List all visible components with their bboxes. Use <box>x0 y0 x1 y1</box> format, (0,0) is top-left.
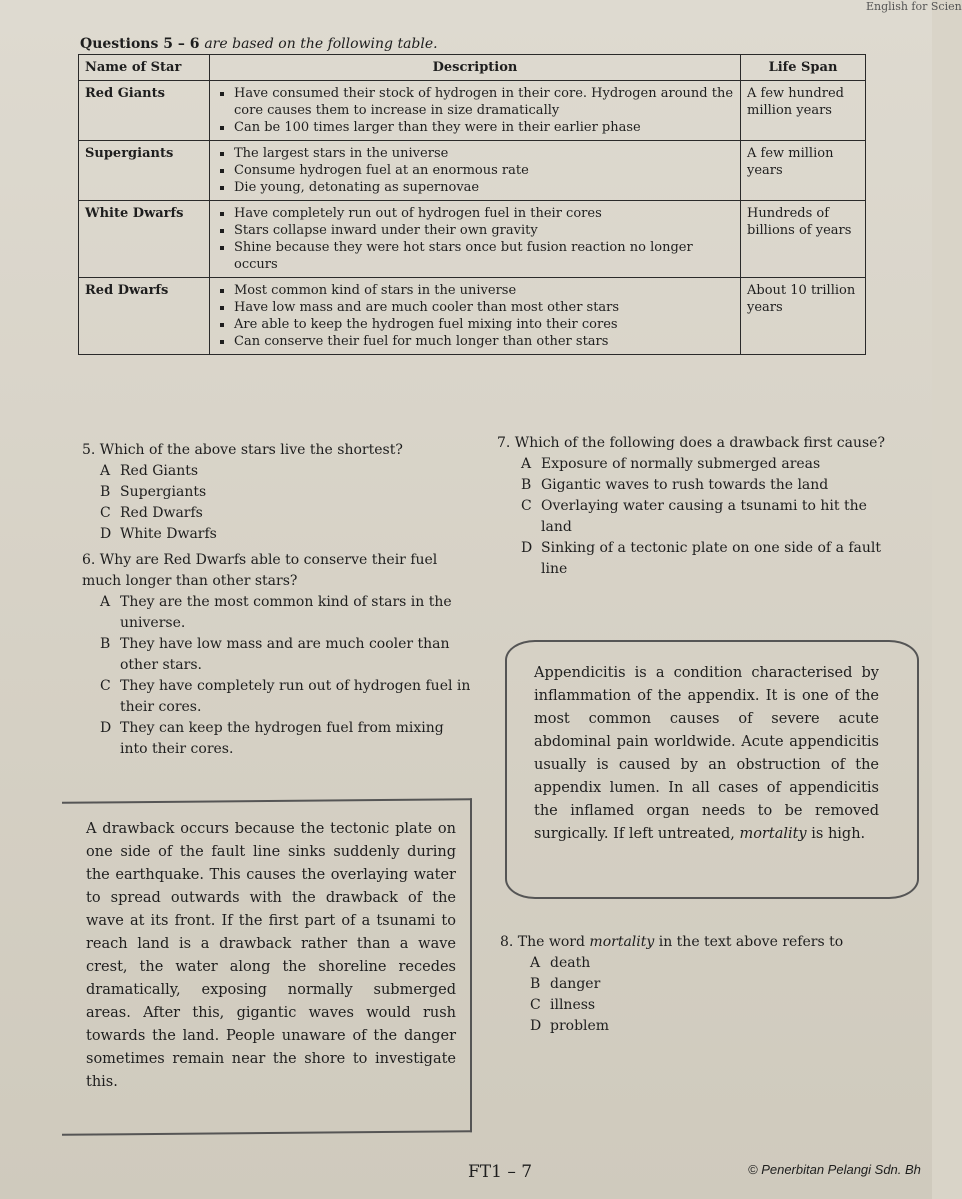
answer-option[interactable] <box>82 676 472 718</box>
star-description <box>210 141 741 201</box>
table-row <box>79 81 866 141</box>
option-text: Red Giants <box>120 463 199 479</box>
description-point: ▪ Stars collapse inward under their own gravity <box>234 222 734 239</box>
star-description <box>210 201 741 278</box>
star-description <box>210 81 741 141</box>
question-8 <box>500 932 920 1037</box>
option-text: They are the most common kind of stars in the universe. <box>120 594 452 631</box>
description-point: ▪ Can conserve their fuel for much longer than other stars <box>234 333 734 350</box>
star-lifespan: A few million years <box>741 141 866 201</box>
answer-option[interactable] <box>497 496 897 538</box>
option-text: They can keep the hydrogen fuel from mixing into their cores. <box>120 720 444 757</box>
option-text: Exposure of normally submerged areas <box>541 456 821 472</box>
question-6 <box>82 550 472 760</box>
answer-option[interactable] <box>497 475 897 496</box>
tsunami-passage: A drawback occurs because the tectonic plate on one side of the fault line sinks suddenly during the earthquake. This causes the overlaying water to spread outwards with the drawback of the wave at its front. If the first part of a tsunami to reach land is a drawback rather than a wave crest, the water along the shoreline recedes dramatically, exposing normally submerged areas. After this, gigantic waves would rush towards the land. People unaware of the danger sometimes remain near the shore to investigate this. <box>86 821 456 1090</box>
star-name: White Dwarfs <box>79 201 210 278</box>
answer-option[interactable] <box>500 995 920 1016</box>
option-text: danger <box>550 976 601 992</box>
option-letter: D <box>521 540 533 556</box>
option-letter: B <box>100 484 111 500</box>
copyright-notice: © Penerbitan Pelangi Sdn. Bh <box>748 1162 921 1177</box>
option-letter: A <box>530 955 541 971</box>
header-name: Name of Star <box>79 55 210 81</box>
answer-option[interactable] <box>500 974 920 995</box>
option-letter: C <box>521 498 532 514</box>
table-header-row <box>79 55 866 81</box>
description-point: ▪ Have completely run out of hydrogen fuel in their cores <box>234 205 734 222</box>
option-letter: B <box>530 976 541 992</box>
option-text: They have low mass and are much cooler than other stars. <box>120 636 450 673</box>
answer-option[interactable] <box>82 718 472 760</box>
option-text: They have completely run out of hydrogen fuel in their cores. <box>120 678 471 715</box>
question-stem: 7. Which of the following does a drawback first cause? <box>497 435 885 451</box>
star-lifespan: About 10 trillion years <box>741 278 866 355</box>
option-letter: D <box>100 526 112 542</box>
option-text: Red Dwarfs <box>120 505 203 521</box>
question-stem: 5. Which of the above stars live the shortest? <box>82 442 403 458</box>
answer-option[interactable] <box>82 482 462 503</box>
intro-lead: Questions 5 – 6 <box>80 36 205 52</box>
answer-option[interactable] <box>82 592 472 634</box>
description-point: ▪ Consume hydrogen fuel at an enormous rate <box>234 162 734 179</box>
star-name: Red Dwarfs <box>79 278 210 355</box>
option-letter: A <box>100 463 111 479</box>
question-7 <box>497 433 897 580</box>
appendicitis-passage <box>534 662 879 846</box>
answer-option[interactable] <box>497 538 897 580</box>
stem-keyword: mortality <box>589 934 655 950</box>
option-text: death <box>550 955 591 971</box>
star-name: Red Giants <box>79 81 210 141</box>
description-point: ▪ Die young, detonating as supernovae <box>234 179 734 196</box>
question-5 <box>82 440 462 545</box>
option-text: White Dwarfs <box>120 526 217 542</box>
description-point: ▪ Most common kind of stars in the universe <box>234 282 734 299</box>
option-letter: B <box>100 636 111 652</box>
option-text: Gigantic waves to rush towards the land <box>541 477 829 493</box>
question-stem <box>500 932 920 953</box>
passage-text: Appendicitis is a condition characterised by inflammation of the appendix. It is one of the most common causes of severe acute abdominal pain worldwide. Acute appendicitis usually is caused by an obstruction of the appendix lumen. In all cases of appendicitis the inflamed organ needs to be removed surgically. If left untreated, <box>534 665 879 842</box>
answer-option[interactable] <box>500 953 920 974</box>
answer-option[interactable] <box>497 454 897 475</box>
description-point: ▪ Shine because they were hot stars once but fusion reaction no longer occurs <box>234 239 734 273</box>
header-description: Description <box>210 55 741 81</box>
option-text: problem <box>550 1018 610 1034</box>
description-point: ▪ Are able to keep the hydrogen fuel mixing into their cores <box>234 316 734 333</box>
question-stem: 6. Why are Red Dwarfs able to conserve their fuel much longer than other stars? <box>82 552 438 589</box>
page-code: FT1 – 7 <box>468 1162 533 1182</box>
option-letter: C <box>530 997 541 1013</box>
answer-option[interactable] <box>82 461 462 482</box>
description-point: ▪ The largest stars in the universe <box>234 145 734 162</box>
table-row <box>79 201 866 278</box>
intro-rest: are based on the following table. <box>204 36 438 52</box>
answer-option[interactable] <box>82 503 462 524</box>
option-letter: A <box>521 456 532 472</box>
answer-option[interactable] <box>82 634 472 676</box>
option-letter: A <box>100 594 111 610</box>
option-letter: B <box>521 477 532 493</box>
description-point: ▪ Can be 100 times larger than they were in their earlier phase <box>234 119 734 136</box>
star-description <box>210 278 741 355</box>
stem-start: 8. The word <box>500 934 590 950</box>
answer-option[interactable] <box>82 524 462 545</box>
stars-table <box>78 54 866 355</box>
option-letter: D <box>530 1018 542 1034</box>
option-letter: D <box>100 720 112 736</box>
header-lifespan: Life Span <box>741 55 866 81</box>
option-text: Sinking of a tectonic plate on one side of a fault line <box>541 540 882 577</box>
option-text: Overlaying water causing a tsunami to hit the land <box>541 498 867 535</box>
star-lifespan: Hundreds of billions of years <box>741 201 866 278</box>
description-point: ▪ Have low mass and are much cooler than most other stars <box>234 299 734 316</box>
table-row <box>79 278 866 355</box>
description-point: ▪ Have consumed their stock of hydrogen in their core. Hydrogen around the core causes them to increase in size dramatically <box>234 85 734 119</box>
passage-text-end: is high. <box>806 826 866 842</box>
table-row <box>79 141 866 201</box>
option-text: illness <box>550 997 596 1013</box>
option-text: Supergiants <box>120 484 207 500</box>
star-lifespan: A few hundred million years <box>741 81 866 141</box>
table-intro <box>80 36 438 52</box>
option-letter: C <box>100 678 111 694</box>
star-name: Supergiants <box>79 141 210 201</box>
stem-end: in the text above refers to <box>654 934 844 950</box>
running-header: English for Scien <box>866 0 962 13</box>
passage-keyword: mortality <box>739 826 807 842</box>
answer-option[interactable] <box>500 1016 920 1037</box>
option-letter: C <box>100 505 111 521</box>
